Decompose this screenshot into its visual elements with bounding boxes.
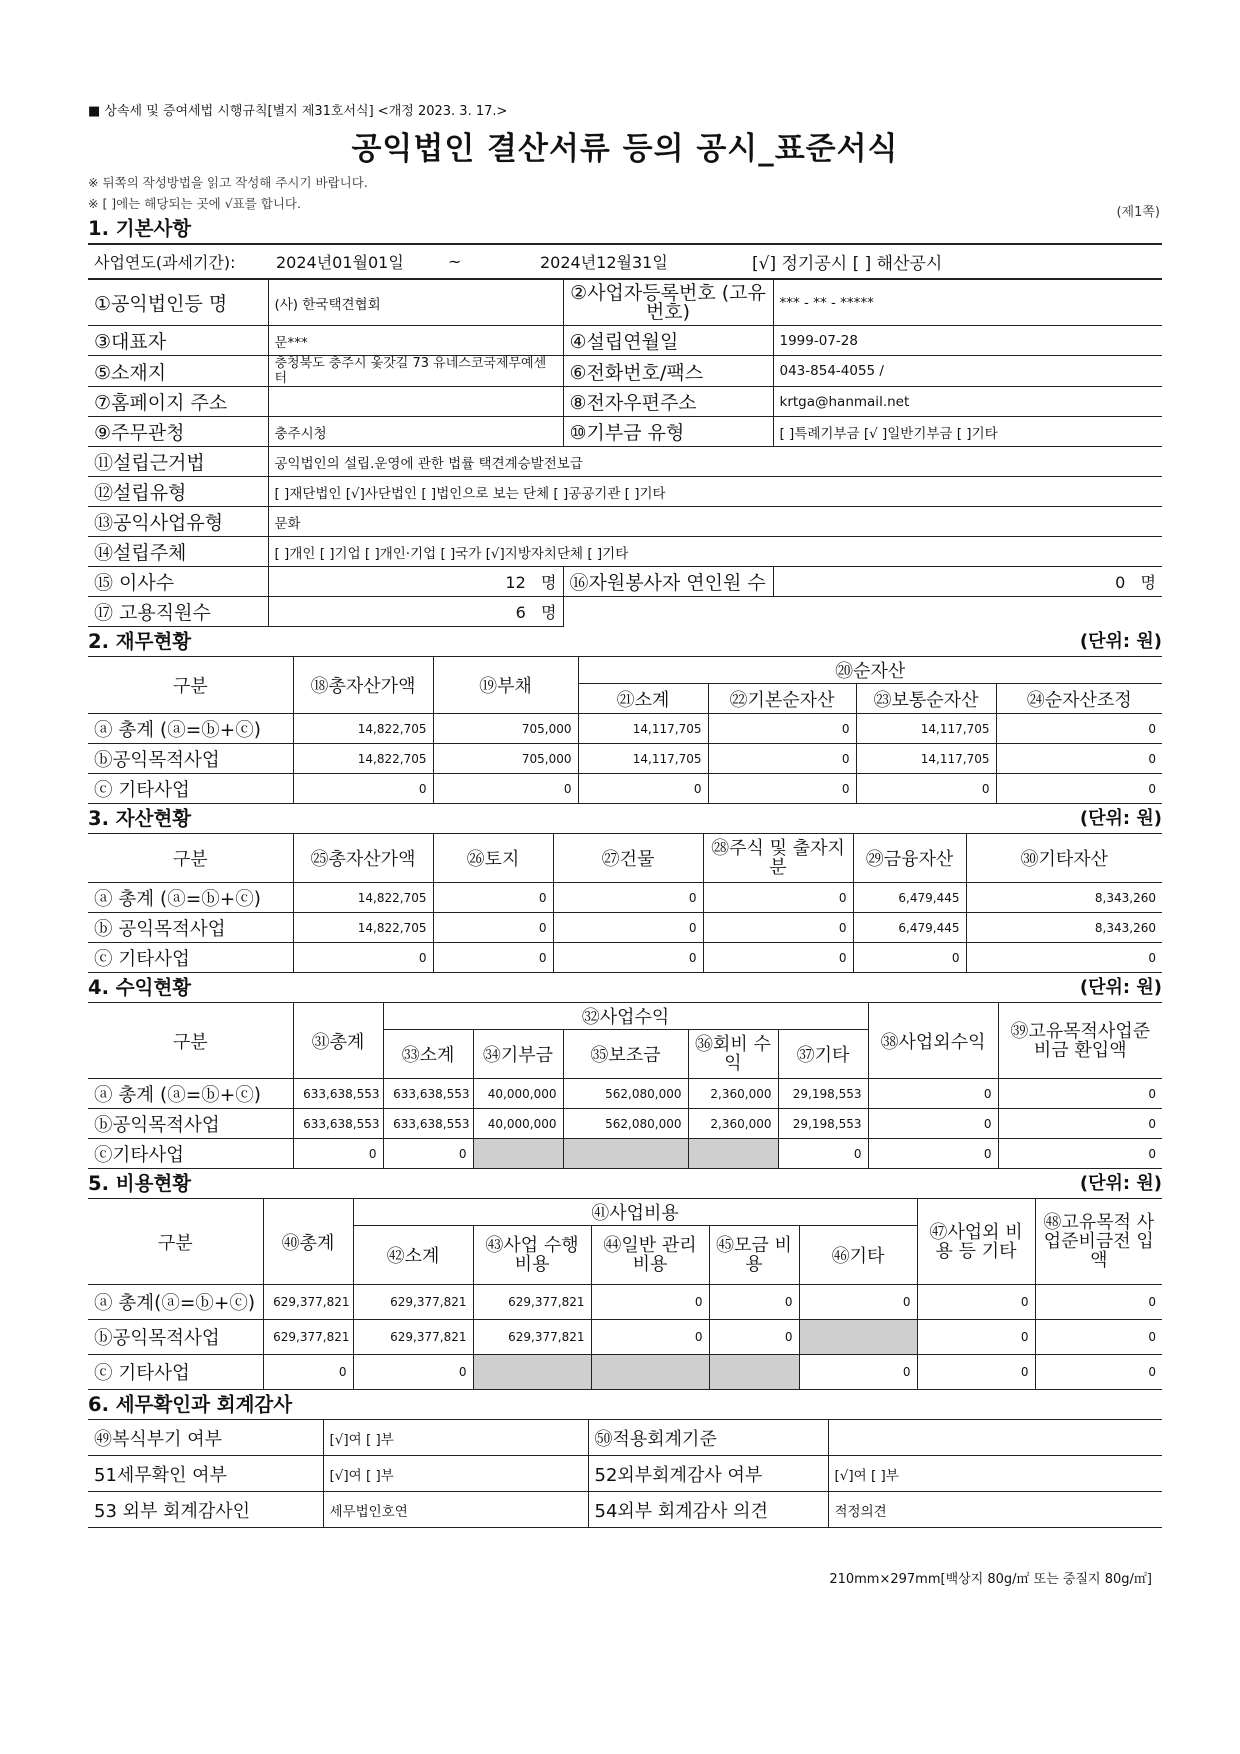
table-row <box>88 1079 1162 1109</box>
table-row <box>88 774 1162 804</box>
row-label: ⓐ 총계 (ⓐ=ⓑ+ⓒ) <box>88 883 293 913</box>
cell: 0 <box>433 774 578 804</box>
section-5-title: 5. 비용현황 (단위: 원) <box>88 1172 1162 1195</box>
cell: 0 <box>1035 1355 1162 1390</box>
row-label: ⓒ기타사업 <box>88 1139 293 1169</box>
cell: 14,822,705 <box>293 883 433 913</box>
cell: 562,080,000 <box>563 1109 688 1139</box>
cell: 0 <box>433 913 553 943</box>
founding-date-value: 1999-07-28 <box>773 326 1162 356</box>
external-audit-label: 52외부회계감사 여부 <box>588 1456 828 1492</box>
row-label: ⓑ 공익목적사업 <box>88 913 293 943</box>
cell: 0 <box>703 883 853 913</box>
table-header-row <box>88 657 1162 684</box>
table-row <box>88 1139 1162 1169</box>
authority-value: 충주시청 <box>268 417 563 447</box>
cell: 705,000 <box>433 714 578 744</box>
address-label: ⑤소재지 <box>88 356 268 387</box>
table-row <box>88 507 1162 537</box>
cell: 705,000 <box>433 744 578 774</box>
form-page <box>88 100 1162 1528</box>
cell: 0 <box>293 943 433 973</box>
biz-expense-header: ㊶사업비용 <box>353 1199 917 1226</box>
non-biz-expense-header: ㊼사업외 비용 등 기타 <box>917 1199 1035 1285</box>
gubun-header: 구분 <box>88 1199 263 1285</box>
cell: 2,360,000 <box>688 1079 778 1109</box>
table-row <box>88 537 1162 567</box>
other-header: ㊲기타 <box>778 1030 868 1079</box>
cell: 0 <box>998 1139 1162 1169</box>
fundraising-cost-header: ㊺모금 비용 <box>709 1226 799 1285</box>
phone-fax-value: 043-854-4055 / <box>773 356 1162 387</box>
gubun-header: 구분 <box>88 834 293 883</box>
corp-name-value: (사) 한국택견협회 <box>268 280 563 326</box>
table-row <box>88 1320 1162 1355</box>
directors-label: ⑮ 이사수 <box>88 567 268 597</box>
table-row <box>88 597 1162 627</box>
cell: 0 <box>917 1355 1035 1390</box>
cell: 0 <box>353 1355 473 1390</box>
business-type-value: 문화 <box>268 507 1162 537</box>
cell <box>709 1355 799 1390</box>
founding-date-label: ④설립연월일 <box>563 326 773 356</box>
cell: 29,198,553 <box>778 1079 868 1109</box>
cell: 0 <box>553 913 703 943</box>
cell <box>688 1139 778 1169</box>
cell: 0 <box>703 913 853 943</box>
cell: 14,822,705 <box>293 744 433 774</box>
expense-table <box>88 1198 1162 1390</box>
email-value: krtga@hanmail.net <box>773 387 1162 417</box>
cell: 14,117,705 <box>856 714 996 744</box>
other-header: ㊻기타 <box>799 1226 917 1285</box>
admin-cost-header: ㊹일반 관리비용 <box>591 1226 709 1285</box>
email-label: ⑧전자우편주소 <box>563 387 773 417</box>
table-row <box>88 1492 1162 1528</box>
cell: 0 <box>591 1320 709 1355</box>
cell: 629,377,821 <box>353 1320 473 1355</box>
basis-law-label: ⑪설립근거법 <box>88 447 268 477</box>
cell: 0 <box>708 744 856 774</box>
building-header: ㉗건물 <box>553 834 703 883</box>
cell: 633,638,553 <box>293 1079 383 1109</box>
audit-opinion-value: 적정의견 <box>828 1492 1162 1528</box>
cell: 6,479,445 <box>853 883 966 913</box>
cell: 0 <box>433 883 553 913</box>
address-value: 충청북도 충주시 옻갓길 73 유네스코국제무예센터 <box>268 356 563 387</box>
cell: 0 <box>996 714 1162 744</box>
cell: 29,198,553 <box>778 1109 868 1139</box>
representative-label: ③대표자 <box>88 326 268 356</box>
table-row <box>88 477 1162 507</box>
program-cost-header: ㊸사업 수행비용 <box>473 1226 591 1285</box>
form-reference: ■ 상속세 및 증여세법 시행규칙[별지 제31호서식] <개정 2023. 3. 17.> <box>88 104 508 119</box>
note-2: ※ [ ]에는 해당되는 곳에 √표를 합니다. <box>88 196 301 211</box>
cell: 8,343,260 <box>966 883 1162 913</box>
cell: 633,638,553 <box>293 1109 383 1139</box>
table-row <box>88 326 1162 356</box>
instructions <box>88 172 1162 220</box>
cell: 2,360,000 <box>688 1109 778 1139</box>
row-label: ⓐ 총계 (ⓐ=ⓑ+ⓒ) <box>88 714 293 744</box>
donation-type-label: ⑩기부금 유형 <box>563 417 773 447</box>
cell: 0 <box>1035 1320 1162 1355</box>
section-4-title: 4. 수익현황 (단위: 원) <box>88 976 1162 999</box>
cell: 0 <box>917 1285 1035 1320</box>
cell <box>591 1355 709 1390</box>
tax-check-label: 51세무확인 여부 <box>88 1456 323 1492</box>
total-assets-header: ⑱총자산가액 <box>293 657 433 714</box>
cell: 14,117,705 <box>856 744 996 774</box>
cell: 0 <box>868 1139 998 1169</box>
table-row <box>88 447 1162 477</box>
revenue-table <box>88 1002 1162 1169</box>
cell: 0 <box>578 774 708 804</box>
cell: 629,377,821 <box>353 1285 473 1320</box>
cell: 0 <box>703 943 853 973</box>
section-6-title: 6. 세무확인과 회계감사 <box>88 1393 293 1416</box>
cell <box>563 1139 688 1169</box>
cell: 14,117,705 <box>578 744 708 774</box>
cell: 0 <box>553 943 703 973</box>
cell: 0 <box>966 943 1162 973</box>
table-row <box>88 417 1162 447</box>
table-row <box>88 1109 1162 1139</box>
row-label: ⓑ공익목적사업 <box>88 1320 263 1355</box>
auditor-value: 세무법인호연 <box>323 1492 588 1528</box>
cell: 629,377,821 <box>263 1285 353 1320</box>
table-header-row <box>88 834 1162 883</box>
cell: 0 <box>998 1079 1162 1109</box>
cell: 0 <box>709 1285 799 1320</box>
cell: 14,822,705 <box>293 714 433 744</box>
non-biz-revenue-header: ㊳사업외수익 <box>868 1003 998 1079</box>
biz-reg-no-value: *** - ** - ***** <box>773 280 1162 326</box>
establish-type-value: [ ]재단법인 [√]사단법인 [ ]법인으로 보는 단체 [ ]공공기관 [ ]기타 <box>268 477 1162 507</box>
biz-reg-no-label: ②사업자등록번호 (고유번호) <box>563 280 773 326</box>
row-label: ⓑ공익목적사업 <box>88 744 293 774</box>
financial-assets-header: ㉙금융자산 <box>853 834 966 883</box>
employees-label: ⑰ 고용직원수 <box>88 597 268 627</box>
tax-audit-table <box>88 1419 1162 1528</box>
donation-type-value: [ ]특례기부금 [√ ]일반기부금 [ ]기타 <box>773 417 1162 447</box>
table-row <box>88 883 1162 913</box>
reserve-return-header: ㊴고유목적사업준비금 환입액 <box>998 1003 1162 1079</box>
cell: 0 <box>708 714 856 744</box>
table-row <box>88 356 1162 387</box>
disclosure-type[interactable]: [√] 정기공시 [ ] 해산공시 <box>746 244 1162 279</box>
cell: 0 <box>917 1320 1035 1355</box>
form-title: 공익법인 결산서류 등의 공시_표준서식 <box>351 131 899 167</box>
table-row <box>88 387 1162 417</box>
subsidy-header: ㉟보조금 <box>563 1030 688 1079</box>
cell: 8,343,260 <box>966 913 1162 943</box>
founder-label: ⑭설립주체 <box>88 537 268 567</box>
assets-table <box>88 833 1162 973</box>
authority-label: ⑨주무관청 <box>88 417 268 447</box>
cell: 0 <box>709 1320 799 1355</box>
cell: 0 <box>856 774 996 804</box>
table-header-row <box>88 1003 1162 1030</box>
cell: 633,638,553 <box>383 1109 473 1139</box>
cell <box>799 1320 917 1355</box>
cell: 0 <box>996 774 1162 804</box>
basic-info-table <box>88 279 1162 627</box>
page-number: (제1쪽) <box>1116 205 1160 220</box>
table-header-row <box>88 1199 1162 1226</box>
homepage-label: ⑦홈페이지 주소 <box>88 387 268 417</box>
section-3-title: 3. 자산현황 (단위: 원) <box>88 807 1162 830</box>
cell: 0 <box>433 943 553 973</box>
row-label: ⓐ 총계(ⓐ=ⓑ+ⓒ) <box>88 1285 263 1320</box>
cell: 0 <box>591 1285 709 1320</box>
net-assets-header: ⑳순자산 <box>578 657 1162 684</box>
section-2-title: 2. 재무현황 (단위: 원) <box>88 630 1162 653</box>
basis-law-value: 공익법인의 설립.운영에 관한 법률 택견계승발전보급 <box>268 447 1162 477</box>
fiscal-year-label: 사업연도(과세기간): <box>88 244 270 279</box>
row-label: ⓐ 총계 (ⓐ=ⓑ+ⓒ) <box>88 1079 293 1109</box>
net-adjust-header: ㉔순자산조정 <box>996 684 1162 714</box>
table-row <box>88 1456 1162 1492</box>
cell: 0 <box>998 1109 1162 1139</box>
table-row <box>88 913 1162 943</box>
cell: 6,479,445 <box>853 913 966 943</box>
cell: 14,117,705 <box>578 714 708 744</box>
cell: 0 <box>708 774 856 804</box>
membership-fee-header: ㊱회비 수익 <box>688 1030 778 1079</box>
table-row <box>88 1420 1162 1456</box>
reserve-transfer-header: ㊽고유목적 사업준비금전 입액 <box>1035 1199 1162 1285</box>
founder-value: [ ]개인 [ ]기업 [ ]개인·기업 [ ]국가 [√]지방자치단체 [ ]기타 <box>268 537 1162 567</box>
paper-spec: 210mm×297mm[백상지 80g/㎡ 또는 중질지 80g/㎡] <box>829 1572 1152 1587</box>
cell: 14,822,705 <box>293 913 433 943</box>
cell: 40,000,000 <box>473 1109 563 1139</box>
total-header: ㊵총계 <box>263 1199 353 1285</box>
subtotal-header: ㊷소계 <box>353 1226 473 1285</box>
homepage-value <box>268 387 563 417</box>
cell: 562,080,000 <box>563 1079 688 1109</box>
row-label: ⓒ 기타사업 <box>88 943 293 973</box>
section-1-title: 1. 기본사항 <box>88 217 192 240</box>
representative-value: 문*** <box>268 326 563 356</box>
cell: 0 <box>996 744 1162 774</box>
note-1: ※ 뒤쪽의 작성방법을 읽고 작성해 주시기 바랍니다. <box>88 175 368 190</box>
land-header: ㉖토지 <box>433 834 553 883</box>
cell: 0 <box>868 1079 998 1109</box>
gubun-header: 구분 <box>88 657 293 714</box>
double-entry-label: ㊾복식부기 여부 <box>88 1420 323 1456</box>
cell: 0 <box>868 1109 998 1139</box>
cell: 0 <box>799 1355 917 1390</box>
table-row <box>88 1285 1162 1320</box>
establish-type-label: ⑫설립유형 <box>88 477 268 507</box>
table-row <box>88 280 1162 326</box>
cell <box>473 1139 563 1169</box>
cell: 0 <box>1035 1285 1162 1320</box>
cell: 0 <box>383 1139 473 1169</box>
fiscal-year-tilde: ~ <box>442 244 534 279</box>
double-entry-value[interactable]: [√]여 [ ]부 <box>323 1420 588 1456</box>
corp-name-label: ①공익법인등 명 <box>88 280 268 326</box>
cell: 0 <box>553 883 703 913</box>
fiscal-year-from: 2024년01월01일 <box>270 244 442 279</box>
cell: 0 <box>293 1139 383 1169</box>
fiscal-year-row <box>88 243 1162 279</box>
other-assets-header: ㉚기타자산 <box>966 834 1162 883</box>
basic-net-header: ㉒기본순자산 <box>708 684 856 714</box>
cell: 633,638,553 <box>383 1079 473 1109</box>
external-audit-value[interactable]: [√]여 [ ]부 <box>828 1456 1162 1492</box>
biz-revenue-header: ㉜사업수익 <box>383 1003 868 1030</box>
row-label: ⓒ 기타사업 <box>88 774 293 804</box>
cell <box>473 1355 591 1390</box>
cell: 0 <box>799 1285 917 1320</box>
donation-header: ㉞기부금 <box>473 1030 563 1079</box>
cell: 0 <box>293 774 433 804</box>
financial-table <box>88 656 1162 804</box>
table-row <box>88 567 1162 597</box>
cell: 0 <box>778 1139 868 1169</box>
table-row <box>88 1355 1162 1390</box>
cell: 629,377,821 <box>473 1320 591 1355</box>
table-row <box>88 744 1162 774</box>
employees-value: 6 명 <box>268 597 563 627</box>
accounting-standard-label: ㊿적용회계기준 <box>588 1420 828 1456</box>
common-net-header: ㉓보통순자산 <box>856 684 996 714</box>
cell: 629,377,821 <box>263 1320 353 1355</box>
business-type-label: ⑬공익사업유형 <box>88 507 268 537</box>
stock-header: ㉘주식 및 출자지분 <box>703 834 853 883</box>
cell: 40,000,000 <box>473 1079 563 1109</box>
tax-check-value[interactable]: [√]여 [ ]부 <box>323 1456 588 1492</box>
table-row <box>88 943 1162 973</box>
cell: 629,377,821 <box>473 1285 591 1320</box>
audit-opinion-label: 54외부 회계감사 의견 <box>588 1492 828 1528</box>
auditor-label: 53 외부 회계감사인 <box>88 1492 323 1528</box>
debt-header: ⑲부채 <box>433 657 578 714</box>
directors-value: 12 명 <box>268 567 563 597</box>
subtotal-header: ㉑소계 <box>578 684 708 714</box>
gubun-header: 구분 <box>88 1003 293 1079</box>
row-label: ⓑ공익목적사업 <box>88 1109 293 1139</box>
cell: 0 <box>263 1355 353 1390</box>
subtotal-header: ㉝소계 <box>383 1030 473 1079</box>
accounting-standard-value <box>828 1420 1162 1456</box>
total-assets-header: ㉕총자산가액 <box>293 834 433 883</box>
table-row <box>88 714 1162 744</box>
volunteers-value: 0 명 <box>773 567 1162 597</box>
cell: 0 <box>853 943 966 973</box>
fiscal-year-to: 2024년12월31일 <box>534 244 746 279</box>
total-header: ㉛총계 <box>293 1003 383 1079</box>
phone-fax-label: ⑥전화번호/팩스 <box>563 356 773 387</box>
volunteers-label: ⑯자원봉사자 연인원 수 <box>563 567 773 597</box>
row-label: ⓒ 기타사업 <box>88 1355 263 1390</box>
